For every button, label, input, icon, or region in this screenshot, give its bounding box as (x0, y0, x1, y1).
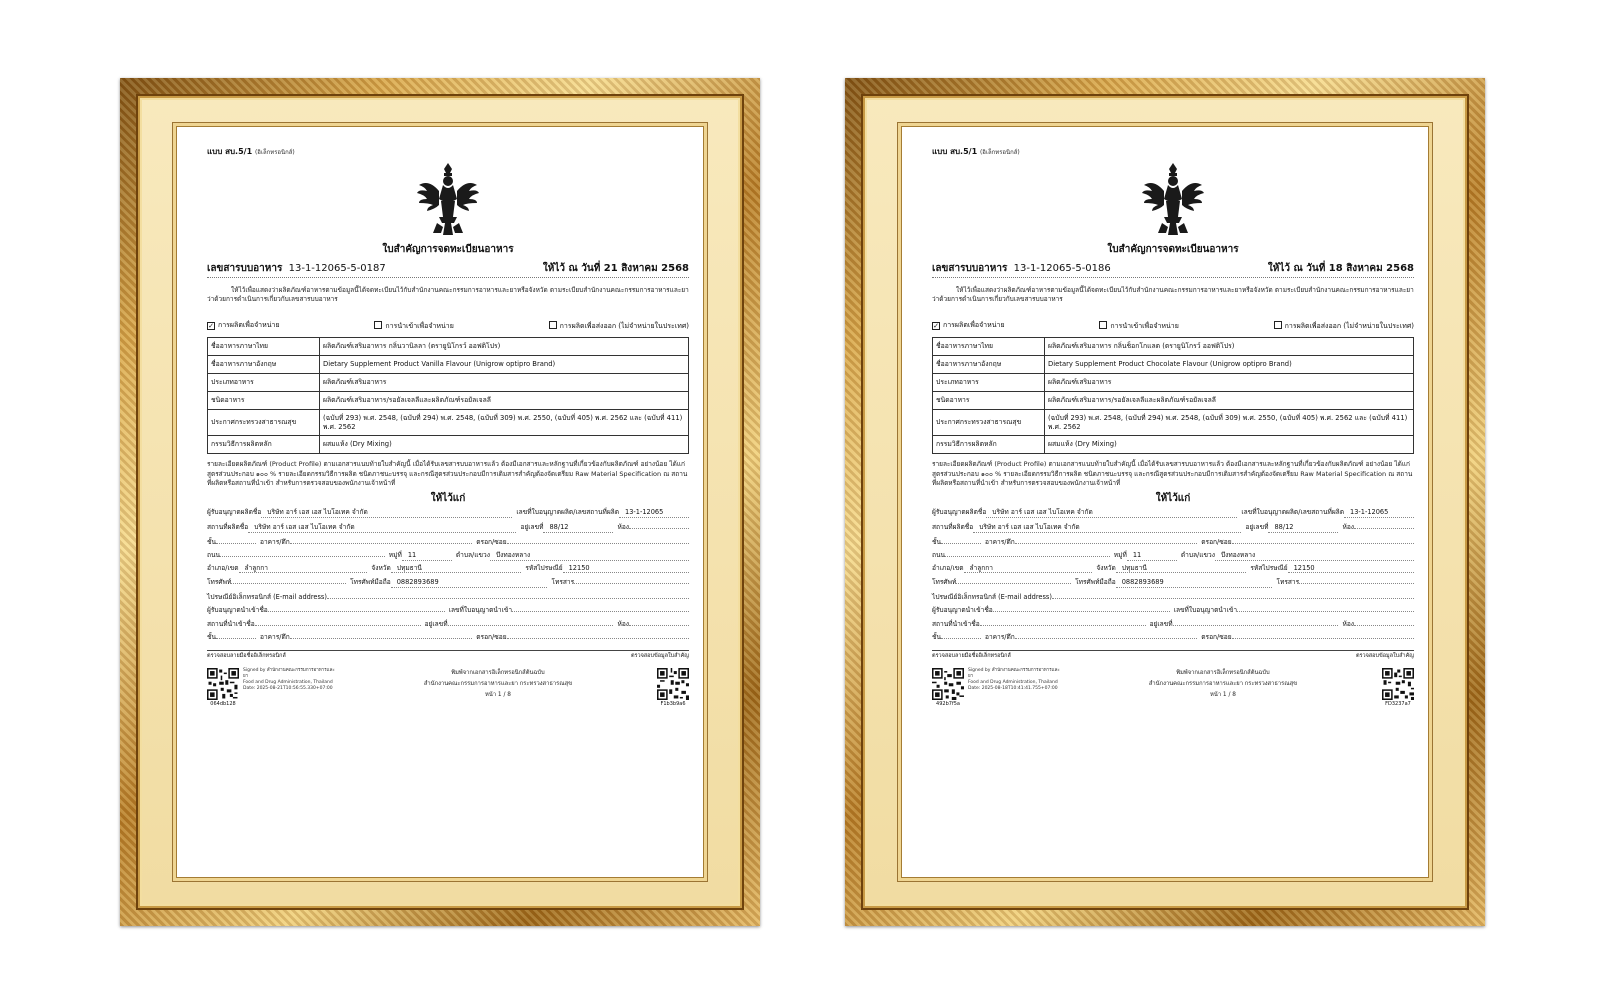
product-info-table (207, 337, 689, 454)
field-value (980, 618, 1146, 626)
field-value (216, 536, 256, 544)
field-value: บริษัท อาร์ เอส เอส ไบโอเทค จำกัด (986, 508, 1237, 518)
qr-id: 492b7f5a (936, 701, 960, 708)
row-value: ผลิตภัณฑ์เสริมอาหาร (320, 374, 689, 392)
district-row (207, 564, 689, 574)
field-label: ผู้รับอนุญาตผลิตชื่อ (932, 508, 987, 517)
row-key: ชื่ออาหารภาษาไทย (933, 338, 1045, 356)
field-value (216, 631, 256, 639)
table-row (208, 409, 689, 436)
product-profile-note: รายละเอียดผลิตภัณฑ์ (Product Profile) ตามเอกสารแนบท้ายใบสำคัญนี้ เมื่อได้รับเลขสารบบอาหารแล้ว ต้องมีเอกสารและหลักฐานที่เกี่ยวข้องกับผลิตภัณฑ์ อย่างน้อย ได้แก่ สูตรส่วนประกอบ ๑๐๐ % รายละเอียดกรรมวิธีการผลิต ชนิดภาชนะบรรจุ และกรณีสูตรส่วนประกอบมีการเติมสารสำคัญต้องจัดเตรียม Raw Material Specification ณ สถานที่ผลิตหรือสถานที่นำเข้า สำหรับการตรวจสอบของพนักงานเจ้าหน้าที่ (207, 460, 688, 487)
signed-org: Food and Drug Administration, Thailand (968, 680, 1058, 686)
certificate-frame-left (120, 78, 760, 926)
field-label: รหัสไปรษณีย์ (1250, 563, 1288, 572)
row-value: ผลิตภัณฑ์เสริมอาหาร/รอยัลเจลลีและผลิตภัณฑ์รอยัลเจลลี (1045, 391, 1414, 409)
signature-block (207, 668, 339, 708)
field-label: ตรอก/ซอย (1201, 633, 1232, 642)
row-key: ประกาศกระทรวงสาธารณสุข (208, 409, 320, 436)
qr-code-icon[interactable] (657, 668, 689, 700)
checkbox (549, 321, 557, 329)
signed-date: Date: 2025-08-18T10:41:41.755+07:00 (968, 686, 1058, 692)
field-value (1015, 536, 1197, 544)
printed-from: พิมพ์จากเอกสารอิเล็กทรอนิกส์ต้นฉบับ (1176, 670, 1270, 677)
field-value (945, 549, 1110, 557)
row-value: ผลิตภัณฑ์เสริมอาหาร/รอยัลเจลลีและผลิตภัณฑ์รอยัลเจลลี (320, 391, 689, 409)
field-value (1299, 576, 1414, 584)
licensee-row (932, 508, 1414, 518)
import-site-row (207, 618, 689, 629)
frame-mat (136, 94, 744, 910)
field-label: อำเภอ/เขต (207, 563, 239, 572)
form-code-text: แบบ สบ.5/1 (207, 147, 253, 156)
product-profile-note: รายละเอียดผลิตภัณฑ์ (Product Profile) ตามเอกสารแนบท้ายใบสำคัญนี้ เมื่อได้รับเลขสารบบอาหารแล้ว ต้องมีเอกสารและหลักฐานที่เกี่ยวข้องกับผลิตภัณฑ์ อย่างน้อย ได้แก่ สูตรส่วนประกอบ ๑๐๐ % รายละเอียดกรรมวิธีการผลิต ชนิดภาชนะบรรจุ และกรณีสูตรส่วนประกอบมีการเติมสารสำคัญต้องจัดเตรียม Raw Material Specification ณ สถานที่ผลิตหรือสถานที่นำเข้า สำหรับการตรวจสอบของพนักงานเจ้าหน้าที่ (932, 460, 1413, 487)
field-value (1237, 604, 1414, 612)
field-label: เลขที่ใบอนุญาตนำเข้า (1173, 606, 1238, 615)
checkbox (1274, 321, 1282, 329)
purpose-label: การผลิตเพื่อจำหน่าย (218, 321, 280, 330)
field-value (941, 631, 981, 639)
row-value: ผสมแห้ง (Dry Mixing) (320, 436, 689, 454)
field-label: อยู่เลขที่ (424, 619, 448, 628)
table-row (933, 436, 1414, 454)
field-value: 12150 (563, 564, 689, 574)
row-key: ประกาศกระทรวงสาธารณสุข (933, 409, 1045, 436)
field-value: บริษัท อาร์ เอส เอส ไบโอเทค จำกัด (248, 523, 516, 533)
field-label: อยู่เลขที่ (1149, 619, 1173, 628)
signed-date: Date: 2025-08-21T10:56:55.330+07:00 (243, 686, 333, 692)
table-row (933, 338, 1414, 356)
email-row (207, 591, 689, 602)
field-value (993, 604, 1170, 612)
row-value: ผลิตภัณฑ์เสริมอาหาร กลิ่นช็อกโกแลต (ตรายูนิโกรว์ ออฟติโปร) (1045, 338, 1414, 356)
field-value: 13-1-12065 (619, 508, 689, 518)
certificate-footer (932, 668, 1414, 708)
field-value: บึงทองหลาง (1215, 551, 1414, 561)
field-label: รหัสไปรษณีย์ (525, 563, 563, 572)
footer-divider (207, 650, 689, 651)
registration-number: 13-1-12065-5-0186 (1013, 263, 1111, 275)
document-title: ใบสำคัญการจดทะเบียนอาหาร (382, 244, 514, 256)
field-label: จังหวัด (371, 563, 391, 572)
importer-row (207, 604, 689, 615)
qr-code-icon[interactable] (1382, 668, 1414, 700)
field-label: ตรอก/ซอย (476, 537, 507, 546)
footer-verify-labels (932, 653, 1414, 660)
field-label: ชั้น (932, 633, 941, 642)
field-value (629, 618, 689, 626)
field-label: อำเภอ/เขต (932, 563, 964, 572)
field-label: ชั้น (207, 537, 216, 546)
purpose-option (932, 321, 1005, 331)
row-value: (ฉบับที่ 293) พ.ศ. 2548, (ฉบับที่ 294) พ.ศ. 2548, (ฉบับที่ 309) พ.ศ. 2550, (ฉบับที่ 405) พ.ศ. 2562 และ (ฉบับที่ 411) พ.ศ. 2562 (320, 409, 689, 436)
purpose-option (549, 321, 689, 331)
signature-block (932, 668, 1064, 708)
checkbox: ✓ (933, 322, 939, 331)
import-floor-row (207, 631, 689, 642)
field-value (512, 604, 689, 612)
field-label: อยู่เลขที่ (1245, 522, 1269, 531)
certificate-document (901, 126, 1429, 878)
certificate-document (176, 126, 704, 878)
footer-divider (932, 650, 1414, 651)
qr-right (1382, 668, 1414, 708)
field-value: 0882893689 (391, 578, 548, 588)
field-label: เลขที่ใบอนุญาตผลิต/เลขสถานที่ผลิต (1241, 508, 1344, 517)
row-key: ประเภทอาหาร (208, 374, 320, 392)
issued-date: ให้ไว้ ณ วันที่ 18 สิงหาคม 2568 (1267, 263, 1414, 275)
row-key: ชนิดอาหาร (208, 391, 320, 409)
field-label: ห้อง (617, 619, 630, 628)
row-key: กรรมวิธีการผลิตหลัก (208, 436, 320, 454)
import-site-row (932, 618, 1414, 629)
printed-from: พิมพ์จากเอกสารอิเล็กทรอนิกส์ต้นฉบับ (451, 670, 545, 677)
page-number: หน้า 1 / 8 (485, 692, 511, 699)
table-row (933, 391, 1414, 409)
row-key: กรรมวิธีการผลิตหลัก (933, 436, 1045, 454)
field-label: ผู้รับอนุญาตนำเข้าชื่อ (207, 606, 268, 615)
field-value: ปทุมธานี (391, 564, 522, 574)
table-row (208, 391, 689, 409)
signed-by: Signed by สำนักงานคณะกรรมการอาหารและยา (243, 668, 335, 680)
verify-signature-label: ตรวจสอบลายมือชื่ออิเล็กทรอนิกส์ (932, 653, 1011, 660)
purpose-label: การผลิตเพื่อส่งออก (ไม่จำหน่ายในประเทศ) (1284, 322, 1414, 331)
form-code-text: แบบ สบ.5/1 (932, 147, 978, 156)
field-label: ตรอก/ซอย (1201, 537, 1232, 546)
field-label: ห้อง (1342, 619, 1355, 628)
garuda-emblem-icon (1140, 161, 1206, 237)
row-key: ชื่ออาหารภาษาไทย (208, 338, 320, 356)
signed-by: Signed by สำนักงานคณะกรรมการอาหารและยา (968, 668, 1060, 680)
purpose-label: การผลิตเพื่อส่งออก (ไม่จำหน่ายในประเทศ) (559, 322, 689, 331)
field-label: เลขที่ใบอนุญาตผลิต/เลขสถานที่ผลิต (516, 508, 619, 517)
issued-to-heading: ให้ไว้แก่ (1155, 493, 1191, 505)
purpose-label: การผลิตเพื่อจำหน่าย (943, 321, 1005, 330)
field-label: ตรอก/ซอย (476, 633, 507, 642)
field-label: ผู้รับอนุญาตผลิตชื่อ (207, 508, 262, 517)
field-label: อาคาร/ตึก (984, 633, 1015, 642)
field-value: ลำลูกกา (239, 564, 368, 574)
field-label: สถานที่ผลิตชื่อ (932, 522, 974, 531)
row-value: ผสมแห้ง (Dry Mixing) (1045, 436, 1414, 454)
row-value: (ฉบับที่ 293) พ.ศ. 2548, (ฉบับที่ 294) พ.ศ. 2548, (ฉบับที่ 309) พ.ศ. 2550, (ฉบับที่ 405) พ.ศ. 2562 และ (ฉบับที่ 411) พ.ศ. 2562 (1045, 409, 1414, 436)
email-row (932, 591, 1414, 602)
digital-signature (968, 668, 1064, 708)
certificate-frame-right (845, 78, 1485, 926)
table-row (933, 356, 1414, 374)
field-label: ชั้น (932, 537, 941, 546)
field-value: ปทุมธานี (1116, 564, 1247, 574)
field-label: อาคาร/ตึก (259, 633, 290, 642)
site-row (932, 521, 1414, 533)
field-value: 11 (402, 551, 452, 561)
footer-verify-labels (207, 653, 689, 660)
field-value (1232, 536, 1414, 544)
field-value (1052, 591, 1414, 599)
field-label: ห้อง (1342, 522, 1354, 531)
field-value: ลำลูกกา (964, 564, 1093, 574)
qr-id: 064db128 (210, 701, 236, 708)
purpose-label: การนำเข้าเพื่อจำหน่าย (385, 322, 454, 331)
qr-id: FD3237a7 (1385, 701, 1411, 708)
field-label: โทรศัพท์ (207, 578, 232, 587)
row-value: ผลิตภัณฑ์เสริมอาหาร กลิ่นวานิลลา (ตรายูนิโกรว์ ออฟติโปร) (320, 338, 689, 356)
phone-row (932, 576, 1414, 588)
registration-number: 13-1-12065-5-0187 (288, 263, 386, 275)
field-value (574, 576, 689, 584)
field-value (1354, 521, 1414, 529)
purpose-option (207, 321, 280, 331)
field-label: โทรศัพท์ (932, 578, 957, 587)
purpose-option (1099, 321, 1178, 331)
row-key: ชื่ออาหารภาษาอังกฤษ (933, 356, 1045, 374)
road-row (932, 549, 1414, 561)
field-value: 13-1-12065 (1344, 508, 1414, 518)
field-value (231, 576, 346, 584)
field-label: อยู่เลขที่ (520, 522, 544, 531)
field-value (268, 604, 445, 612)
qr-id: F1b3b9a6 (660, 701, 686, 708)
phone-row (207, 576, 689, 588)
table-row (208, 338, 689, 356)
qr-right (657, 668, 689, 708)
field-value (1232, 631, 1414, 639)
qr-code-icon[interactable] (932, 668, 964, 700)
form-code (932, 147, 1414, 157)
table-row (933, 374, 1414, 392)
checkbox (1099, 321, 1107, 329)
digital-signature (243, 668, 339, 708)
field-value: 12150 (1288, 564, 1414, 574)
row-value: ผลิตภัณฑ์เสริมอาหาร (1045, 374, 1414, 392)
district-row (932, 564, 1414, 574)
field-label: หมู่ที่ (1113, 551, 1127, 560)
field-value (941, 536, 981, 544)
field-value (290, 631, 472, 639)
verify-data-label: ตรวจสอบข้อมูลใบสำคัญ (1355, 653, 1414, 660)
row-key: ประเภทอาหาร (933, 374, 1045, 392)
frame-mat (861, 94, 1469, 910)
intro-paragraph: ให้ไว้เพื่อแสดงว่าผลิตภัณฑ์อาหารตามข้อมูลนี้ได้จดทะเบียนไว้กับสำนักงานคณะกรรมการอาหารและยาหรือจังหวัด ตามระเบียบสำนักงานคณะกรรมการอาหารและยาว่าด้วยการดำเนินการเกี่ยวกับเลขสารบบอาหาร (932, 286, 1414, 303)
checkbox: ✓ (208, 322, 214, 331)
road-row (207, 549, 689, 561)
footer-center (339, 668, 657, 701)
purpose-checkboxes (932, 321, 1414, 331)
agency-name: สำนักงานคณะกรรมการอาหารและยา กระทรวงสาธารณสุข (423, 681, 573, 688)
field-value (255, 618, 421, 626)
issued-date: ให้ไว้ ณ วันที่ 21 สิงหาคม 2568 (542, 263, 689, 275)
field-label: ตำบล/แขวง (1180, 551, 1215, 560)
table-row (208, 374, 689, 392)
field-label: ชั้น (207, 633, 216, 642)
purpose-label: การนำเข้าเพื่อจำหน่าย (1110, 322, 1179, 331)
footer-center (1064, 668, 1382, 701)
field-label: สถานที่ผลิตชื่อ (207, 522, 249, 531)
field-label: ห้อง (617, 522, 629, 531)
field-value (290, 536, 472, 544)
issued-to-heading: ให้ไว้แก่ (430, 493, 466, 505)
qr-left (207, 668, 239, 708)
site-row (207, 521, 689, 533)
field-label: อาคาร/ตึก (984, 537, 1015, 546)
floor-row (207, 536, 689, 547)
field-value (956, 576, 1071, 584)
table-row (208, 436, 689, 454)
verify-signature-label: ตรวจสอบลายมือชื่ออิเล็กทรอนิกส์ (207, 653, 286, 660)
field-value: บริษัท อาร์ เอส เอส ไบโอเทค จำกัด (261, 508, 512, 518)
registration-line (207, 262, 689, 278)
field-label: สถานที่นำเข้าชื่อ (207, 619, 255, 628)
registration-label: เลขสารบบอาหาร (207, 263, 283, 275)
field-value: 0882893689 (1116, 578, 1273, 588)
product-info-table (932, 337, 1414, 454)
licensee-row (207, 508, 689, 518)
field-label: หมู่ที่ (388, 551, 402, 560)
garuda-emblem-icon (415, 161, 481, 237)
form-code-note: (อิเล็กทรอนิกส์) (254, 149, 295, 156)
field-value (327, 591, 689, 599)
import-floor-row (932, 631, 1414, 642)
field-label: โทรสาร (551, 578, 575, 587)
field-label: ตำบล/แขวง (455, 551, 490, 560)
field-value (220, 549, 385, 557)
field-label: โทรศัพท์มือถือ (350, 578, 391, 587)
row-key: ชนิดอาหาร (933, 391, 1045, 409)
field-label: สถานที่นำเข้าชื่อ (932, 619, 980, 628)
field-value: 11 (1127, 551, 1177, 561)
form-code-note: (อิเล็กทรอนิกส์) (979, 149, 1020, 156)
field-value (629, 521, 689, 529)
field-value: 88/12 (543, 523, 613, 533)
field-value (1015, 631, 1197, 639)
field-label: ถนน (207, 551, 221, 560)
registration-line (932, 262, 1414, 278)
purpose-option (1274, 321, 1414, 331)
field-value (507, 631, 689, 639)
purpose-option (374, 321, 453, 331)
intro-paragraph: ให้ไว้เพื่อแสดงว่าผลิตภัณฑ์อาหารตามข้อมูลนี้ได้จดทะเบียนไว้กับสำนักงานคณะกรรมการอาหารและยาหรือจังหวัด ตามระเบียบสำนักงานคณะกรรมการอาหารและยาว่าด้วยการดำเนินการเกี่ยวกับเลขสารบบอาหาร (207, 286, 689, 303)
field-label: โทรศัพท์มือถือ (1075, 578, 1116, 587)
field-label: จังหวัด (1096, 563, 1116, 572)
document-title: ใบสำคัญการจดทะเบียนอาหาร (1107, 244, 1239, 256)
row-value: Dietary Supplement Product Vanilla Flavour (Unigrow optipro Brand) (320, 356, 689, 374)
floor-row (932, 536, 1414, 547)
field-label: ไปรษณีย์อิเล็กทรอนิกส์ (E-mail address) (207, 592, 327, 601)
field-label: โทรสาร (1276, 578, 1300, 587)
signed-org: Food and Drug Administration, Thailand (243, 680, 333, 686)
field-value (1173, 618, 1339, 626)
field-value (1354, 618, 1414, 626)
field-label: เลขที่ใบอนุญาตนำเข้า (448, 606, 513, 615)
qr-code-icon[interactable] (207, 668, 239, 700)
page-number: หน้า 1 / 8 (1210, 692, 1236, 699)
field-value: บึงทองหลาง (490, 551, 689, 561)
field-label: ไปรษณีย์อิเล็กทรอนิกส์ (E-mail address) (932, 592, 1052, 601)
field-label: ถนน (932, 551, 946, 560)
field-value: 88/12 (1268, 523, 1338, 533)
purpose-checkboxes (207, 321, 689, 331)
verify-data-label: ตรวจสอบข้อมูลใบสำคัญ (630, 653, 689, 660)
row-key: ชื่ออาหารภาษาอังกฤษ (208, 356, 320, 374)
table-row (208, 356, 689, 374)
agency-name: สำนักงานคณะกรรมการอาหารและยา กระทรวงสาธารณสุข (1148, 681, 1298, 688)
field-value (448, 618, 614, 626)
row-value: Dietary Supplement Product Chocolate Flavour (Unigrow optipro Brand) (1045, 356, 1414, 374)
field-label: ผู้รับอนุญาตนำเข้าชื่อ (932, 606, 993, 615)
table-row (933, 409, 1414, 436)
checkbox (374, 321, 382, 329)
field-value: บริษัท อาร์ เอส เอส ไบโอเทค จำกัด (973, 523, 1241, 533)
field-value (507, 536, 689, 544)
form-code (207, 147, 689, 157)
registration-label: เลขสารบบอาหาร (932, 263, 1008, 275)
importer-row (932, 604, 1414, 615)
certificate-footer (207, 668, 689, 708)
qr-left (932, 668, 964, 708)
field-label: อาคาร/ตึก (259, 537, 290, 546)
